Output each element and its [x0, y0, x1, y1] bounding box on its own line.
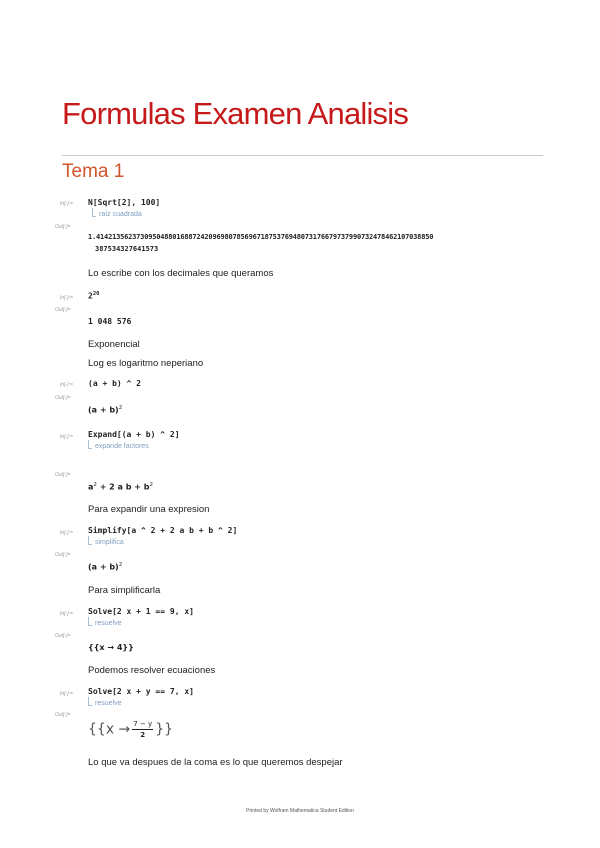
text-cell: Podemos resolver ecuaciones [88, 665, 216, 676]
base: 2 [88, 291, 93, 301]
out-label: Out[-]= [55, 712, 71, 718]
out-label: Out[-]= [55, 307, 71, 313]
input-cell[interactable]: Solve[2 x + y == 7, x] [88, 687, 194, 696]
term: a [88, 482, 94, 492]
output-cell [88, 562, 122, 572]
text-cell: Lo que va despues de la coma es lo que queremos despejar [88, 757, 343, 768]
input-cell[interactable]: Solve[2 x + 1 == 9, x] [88, 607, 194, 616]
hint-text: expande factores [95, 443, 149, 450]
numerator: 7 − y [133, 720, 153, 728]
out-label: Out[-]= [55, 224, 71, 230]
input-hint [88, 536, 124, 546]
input-cell[interactable]: Expand[(a + b) ^ 2] [88, 430, 180, 439]
input-hint [88, 617, 121, 627]
exponent: 20 [92, 291, 100, 297]
input-hint [88, 440, 149, 450]
out-label: Out[-]= [55, 552, 71, 558]
exponent: 2 [118, 562, 123, 568]
title-divider [62, 155, 543, 156]
text-cell: Log es logaritmo neperiano [88, 358, 204, 369]
denominator: 2 [140, 731, 146, 739]
in-label: In[-]:= [60, 201, 73, 207]
term: + 2 a b + [96, 482, 144, 492]
bracket-icon [88, 617, 92, 626]
out-label: Out[-]= [55, 395, 71, 401]
output-cell [88, 405, 122, 415]
text-cell: Lo escribe con los decimales que queramos [88, 268, 274, 279]
text-cell: Exponencial [88, 339, 140, 350]
output-cell [88, 720, 173, 739]
output-cell: 1.414213562373095048801688724209698078569671875376948073176679737990732478462107038850 [88, 233, 434, 241]
hint-text: resuelve [95, 620, 122, 627]
in-label: In[-]:= [60, 691, 73, 697]
in-label: In[-]:= [60, 611, 73, 617]
expression: (a + b) [88, 562, 119, 572]
input-cell[interactable] [88, 291, 99, 301]
in-label: In[-]:= [60, 382, 73, 388]
out-label: Out[-]= [55, 472, 71, 478]
bracket-icon [88, 440, 92, 449]
text-cell: Para expandir una expresion [88, 504, 210, 515]
output-cell: {{x → 4}} [88, 643, 134, 652]
bracket-icon [88, 536, 92, 545]
output-cell: 1 048 576 [88, 317, 132, 326]
hint-text: resuelve [95, 700, 122, 707]
term: b [143, 482, 150, 492]
input-cell[interactable]: N[Sqrt[2], 100] [88, 198, 161, 207]
section-heading: Tema 1 [62, 161, 125, 182]
input-hint [92, 208, 142, 218]
page-title: Formulas Examen Analisis [62, 96, 409, 131]
expression: (a + b) [88, 405, 119, 415]
rule-open: {{x → [88, 721, 131, 738]
in-label: In[-]:= [60, 295, 73, 301]
exponent: 2 [149, 482, 153, 488]
hint-text: raíz cuadrada [99, 211, 142, 218]
in-label: In[-]:= [60, 530, 73, 536]
input-cell[interactable]: Simplify[a ^ 2 + 2 a b + b ^ 2] [88, 526, 238, 535]
bracket-icon [92, 208, 96, 217]
bracket-icon [88, 697, 92, 706]
output-cell-continued: 387534327641573 [95, 245, 159, 253]
text-cell: Para simplificarla [88, 585, 161, 596]
output-cell [88, 482, 153, 492]
print-footer: Printed by Wolfram Mathematica Student Edition [246, 808, 354, 814]
exponent: 2 [93, 482, 97, 488]
exponent: 2 [118, 405, 123, 411]
rule-close: }} [155, 721, 174, 738]
input-hint [88, 697, 121, 707]
fraction [132, 720, 153, 739]
in-label: In[-]:= [60, 434, 73, 440]
out-label: Out[-]= [55, 633, 71, 639]
input-cell[interactable]: (a + b) ^ 2 [88, 379, 141, 388]
hint-text: simplifica [95, 539, 124, 546]
